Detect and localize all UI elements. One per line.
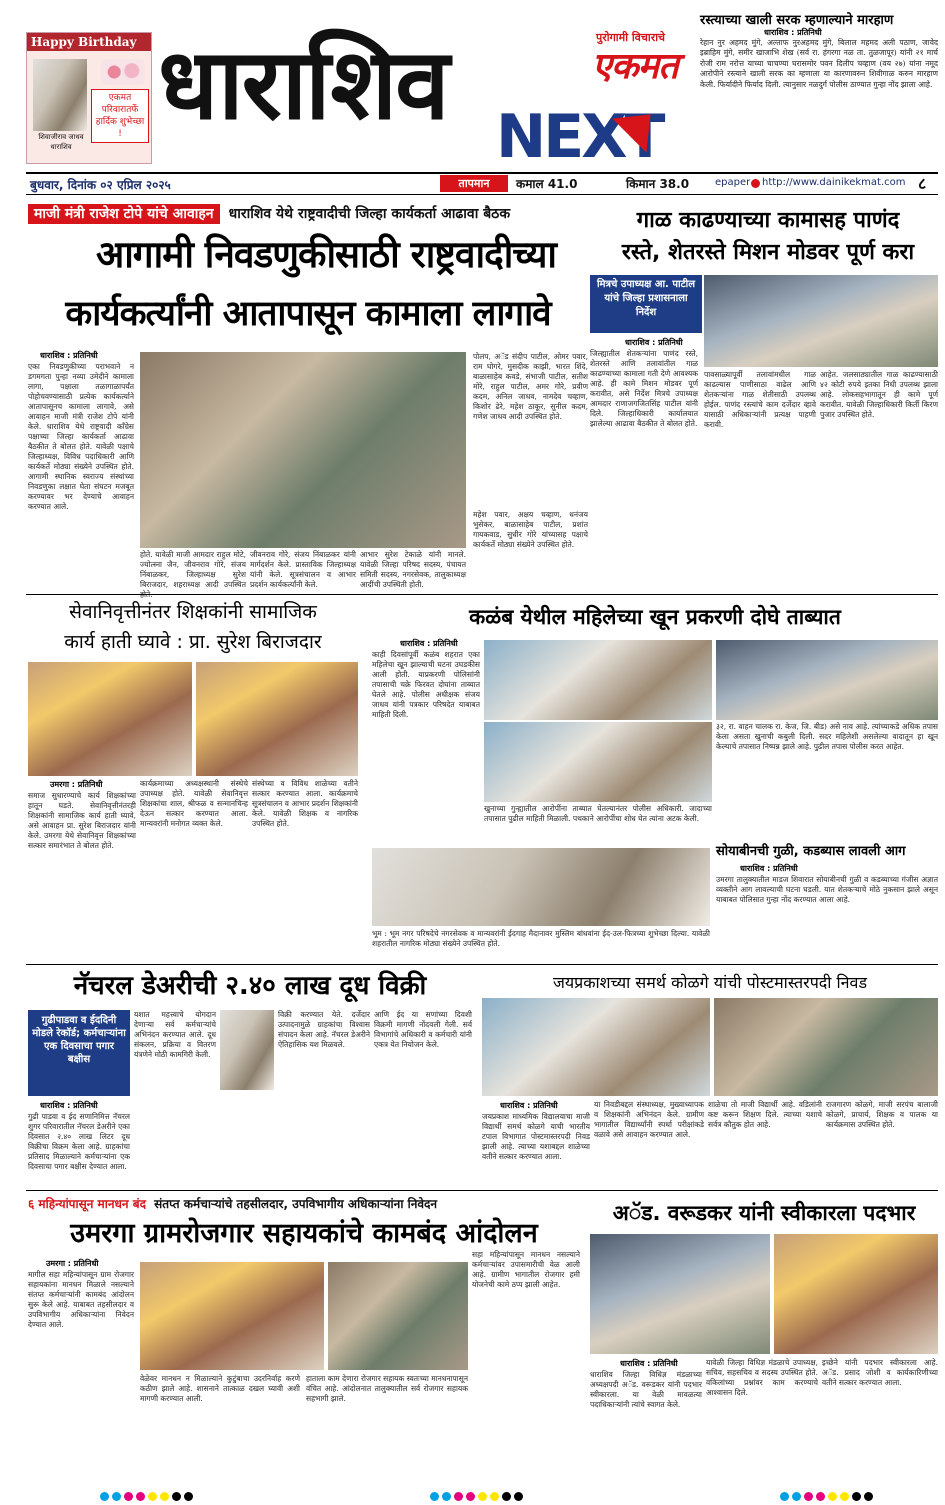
murder-caption: खुनाच्या गुन्ह्यातील आरोपींना ताब्यात घेतल्यानंतर पोलीस अधिकारी. जादाच्या तपासात पुढील माहिती मिळाली. पथकाने आरोपींचा शोध घेत त्यांना अटक केली. <box>484 804 712 823</box>
right-col3: आहेत. जलसाठ्यातील गाळ काढण्यासाठी ४२ कोटी रुपये इतका निधी उपलब्ध झाला आहे. लोकसहभागातून ही कामे पूर्ण करावीत. यावेळी जिल्हाधिकारी किर्ती किरण पुजार उपस्थित होते. <box>820 370 938 419</box>
strike-kicker-rest: संतप्त कर्मचाऱ्यांचे तहसीलदार, उपविभागीय अधिकाऱ्यांना निवेदन <box>154 1197 438 1211</box>
right-col2: पावसाळ्यापूर्वी तलावांमधील गाळ काढल्यास पाणीसाठा वाढेल आणि शेतकऱ्यांना गाळ शेतीसाठी उपलब्ध होईल. पाणंद रस्त्यांचे काम दर्जेदार व्हावे यासाठी अधिकाऱ्यांनी प्रत्यक्ष पाहणी करावी. <box>704 370 816 429</box>
advocate-byline: धाराशिव : प्रतिनिधी <box>620 1359 678 1368</box>
strike-photo-1 <box>140 1262 324 1370</box>
dairy-col4: आणि ईद या सणांच्या दिवशी विक्रमी मागणी नोंदवली गेली. सर्व विभागांचे अधिकारी व कर्मचारी यांनी एकत्र येत नियोजन केले. <box>374 1010 472 1049</box>
dairy-col2: यशात महत्त्वाचे योगदान देणाऱ्या सर्व कर्मचाऱ्यांचे अभिनंदन करण्यात आले. दूध संकलन, प्रक्रिया व वितरण यंत्रणेने मोठी कामगिरी केली. <box>134 1010 216 1059</box>
postmaster-col1: जयप्रकाश माध्यमिक विद्यालयाचा माजी विद्यार्थी समर्थ कोळगे याची भारतीय टपाल विभागात पोस्टमास्तरपदी निवड झाली आहे. त्याच्या यशाबद्दल शाळेच्या वतीने सत्कार करण्यात आला. <box>482 1112 590 1161</box>
registration-dot <box>828 1492 837 1501</box>
birthday-person-photo <box>33 59 87 131</box>
registration-dot <box>442 1492 451 1501</box>
advocate-photo-1 <box>590 1234 770 1354</box>
advocate-photo-2 <box>774 1234 938 1354</box>
section-divider-3 <box>26 1190 938 1191</box>
epaper-icon <box>751 179 760 188</box>
dairy-col3: विक्री करण्यात येते. दर्जेदार उत्पादनामुळे ग्राहकांचा विश्वास संपादन केला आहे. नॅचरल डेअरीने ऐतिहासिक यश मिळवले. <box>278 1010 370 1049</box>
lead-byline: धाराशिव : प्रतिनिधी <box>40 351 98 360</box>
murder-headline: कळंब येथील महिलेच्या खून प्रकरणी दोघे ताब्यात <box>469 605 841 629</box>
section-divider-2 <box>26 964 938 965</box>
temperature-label: तापमान <box>440 175 508 192</box>
lead-caption-c: आभार सुरेश टेकाळे यांनी मानले. यावेळी जिल्हा परिषद सदस्य, पंचायत समिती सदस्य, नगरसेवक, तालुकाध्यक्ष आदींची उपस्थिती होती. <box>360 550 466 589</box>
top-right-body: रेहान नुर अहमद मुंगे, अल्ताफ नुरअहमद मुंगे, बिलाल महमद अली पठाण, जावेद इब्राहिम मुंगे, समीर खाजाभि शेख (सर्व रा. हंगरगा नळ ता. तुळजापूर) यांनी २१ मार्च रोजी राम नरोत्त याच्या चाचण्या घरासमोर पवन दिलीप चव्हाण (वय २७) यांना नमूद आरोपीने रस्त्याने खाली सरक का म्हणाला या कारणावरुन शिवीगाळ करुन मारहाण केली. फिर्यादीने फिर्याद दिली. त्यानुसार नळदुर्ग पोलीस ठाण्यात गुन्हा नोंद झाला आहे. <box>700 38 938 89</box>
lead-col1: एका निवडणुकीच्या पराभवाने न डगमगता पुन्हा नव्या उमेदीने कामाला लागा, पक्षाला तळागाळापर्यंत पोहोचवण्यासाठी प्रत्येक कार्यकर्त्याने आतापासूनच कामाला लागावे, असे आवाहन माजी मंत्री राजेश टोपे यांनी केले. धाराशिव येथे राष्ट्रवादी काँग्रेस पक्षाच्या जिल्हा कार्यकर्ता आढावा बैठकीत ते बोलत होते. यावेळी पक्षाचे जिल्हाध्यक्ष, विविध पदाधिकारी आणि कार्यकर्ते मोठ्या संख्येने उपस्थित होते. आगामी स्थानिक स्वराज्य संस्थांच्या निवडणुका लक्षात घेता संघटन मजबूत करण्यावर भर देण्याचे आवाहन करण्यात आले. <box>28 362 134 511</box>
registration-dot <box>478 1492 487 1501</box>
registration-dot <box>160 1492 169 1501</box>
dairy-kicker: गुढीपाडवा व ईददिनी मोडले रेकॉर्ड; कर्मचाऱ्यांना एक दिवसाचा पगार बक्षीस <box>28 1010 130 1096</box>
website-url[interactable]: http://www.dainikekmat.com <box>762 177 906 188</box>
registration-dot <box>816 1492 825 1501</box>
next-logo-text: NEXT <box>496 102 663 172</box>
registration-dot <box>148 1492 157 1501</box>
right-headline-1: गाळ काढण्याच्या कामासह पाणंद <box>636 208 900 233</box>
lead-col-right2: महेश पवार, अक्षय चव्हाण, धनंजय भुसेकर, बाळासाहेब पाटील, प्रशांत गायकवाड, सुधीर गोरे यांच्यासह पक्षाचे कार्यकर्ते मोठ्या संख्येने उपस्थित होते. <box>473 510 588 549</box>
lead-photo-image <box>140 352 466 548</box>
dairy-col1: गुढी पाडवा व ईद सणानिमित्त नॅचरल शुगर परिवारातील नॅचरल डेअरीने एका दिवसात २.४० लाख लिटर दूध विक्रीचा विक्रम केला आहे. ग्राहकांचा प्रतिसाद मिळाल्याने कर्मचाऱ्यांना एक दिवसाचा पगार बक्षीस देण्यात आला. <box>28 1112 130 1171</box>
registration-dot <box>780 1492 789 1501</box>
teacher-col3: संस्थेच्या व विविध शाळेच्या वतीने सत्कार करण्यात आला. कार्यक्रमाचे सूत्रसंचालन व आभार प्रदर्शन शिक्षकांनी केले. यावेळी शिक्षक व नागरिक उपस्थित होते. <box>252 779 358 828</box>
footer-color-marks-left <box>100 1486 196 1496</box>
advocate-col2: यावेळी जिल्हा विधिज्ञ मंडळाचे उपाध्यक्ष, सचिव, सहसचिव व सदस्य उपस्थित होते. वकिलांच्या प्रश्नांवर काम करण्याचे आश्वासन दिले. <box>706 1358 818 1397</box>
advocate-col1: धाराशिव जिल्हा विधिज्ञ मंडळाच्या अध्यक्षपदी अॅड. वरूडकर यांनी पदभार स्वीकारला. या वेळी मावळत्या पदाधिकाऱ्यांनी त्यांचे स्वागत केले. <box>590 1370 702 1409</box>
strike-byline: उमरगा : प्रतिनिधी <box>46 1259 99 1268</box>
strike-caption: हाताला काम देणारा रोजगार सहायक स्वतःच्या मानधनापासून वंचित आहे. आंदोलनात तालुक्यातील सर्व रोजगार सहायक सहभागी झाले. <box>306 1374 468 1403</box>
postmaster-col4: राजगारण कोळगे, माजी सरपंच बालाजी कोळगे, प्राचार्य, शिक्षक व पालक या कार्यक्रमास उपस्थित होते. <box>826 1100 938 1129</box>
postmaster-headline: जयप्रकाशच्या समर्थ कोळगे यांची पोस्टमास्तरपदी निवड <box>552 973 868 992</box>
lead-headline-2: कार्यकर्त्यांनी आतापासून कामाला लागावे <box>65 294 551 334</box>
footer-color-marks-center <box>430 1486 526 1496</box>
strike-col3: सहा महिन्यांपासून मानधन नसल्याने कर्मचाऱ्यांवर उपासमारीची वेळ आली आहे. ग्रामीण भागातील रोजगार हमी योजनेची कामे ठप्प झाली आहेत. <box>472 1250 580 1289</box>
birthday-name: शिवाजीराव जाधव <box>38 133 84 141</box>
right-byline: धाराशिव : प्रतिनिधी <box>625 338 683 347</box>
top-right-byline: धाराशिव : प्रतिनिधी <box>764 28 822 37</box>
lead-caption-a: होते. यावेळी माजी आमदार राहुल मोटे, ज्योत्स्ना जैन, जीवनराव गोरे, संजय निंबाळकर, जिल्हाध्यक्ष सुरेश बिराजदार, शहराध्यक्ष आदी उपस्थित <box>140 550 246 589</box>
lead-kicker-red: माजी मंत्री राजेश टोपे यांचे आवाहन <box>28 204 220 224</box>
murder-photo-1 <box>484 640 712 720</box>
strike-col2: वेळेवर मानधन न मिळाल्याने कुटुंबाचा उदरनिर्वाह करणे कठीण झाले आहे. शासनाने तात्काळ दखल घ्यावी अशी मागणी करण्यात आली. <box>140 1374 300 1403</box>
right-photo <box>704 275 938 367</box>
lead-headline-1: आगामी निवडणुकीसाठी राष्ट्रवादीच्या <box>95 233 556 276</box>
registration-dot <box>804 1492 813 1501</box>
next-logo <box>488 102 698 172</box>
right-kicker: मित्रचे उपाध्यक्ष आ. पाटील यांचे जिल्हा प्रशासनाला निर्देश <box>590 275 702 333</box>
teacher-headline-2: कार्य हाती घ्यावे : प्रा. सुरेश बिराजदार <box>64 631 322 653</box>
registration-dot <box>100 1492 109 1501</box>
birthday-place: धाराशिव <box>50 143 72 151</box>
eid-photo <box>372 848 710 926</box>
page-number: ८ <box>918 174 927 193</box>
lead-kicker <box>28 203 588 225</box>
newspaper-title: धाराशिव <box>158 28 448 142</box>
registration-dot <box>184 1492 193 1501</box>
strike-headline: उमरगा ग्रामरोजगार सहायकांचे कामबंद आंदोलन <box>70 1218 538 1249</box>
teacher-photo-right <box>196 662 358 776</box>
birthday-banner: Happy Birthday <box>27 33 151 51</box>
birthday-box <box>26 32 152 164</box>
strike-col1: मागील सहा महिन्यांपासून ग्राम रोजगार सहायकांना मानधन मिळाले नसल्याने संतप्त कर्मचाऱ्यांनी कामबंद आंदोलन सुरू केले आहे. याबाबत तहसीलदार व उपविभागीय अधिकाऱ्यांना निवेदन देण्यात आले. <box>28 1270 134 1329</box>
soybean-byline: धाराशिव : प्रतिनिधी <box>740 864 798 873</box>
murder-photo-3 <box>716 640 938 720</box>
postmaster-col2: या निवडीबद्दल संस्थाध्यक्ष, मुख्याध्यापक व शिक्षकांनी अभिनंदन केले. ग्रामीण भागातील विद्यार्थ्यांनी स्पर्धा परीक्षांकडे वळावे असे आवाहन करण्यात आले. <box>594 1100 704 1139</box>
strike-photo-2 <box>328 1262 468 1370</box>
footer-color-marks-right <box>780 1486 876 1496</box>
brand-logo: एकमत <box>592 46 678 87</box>
birthday-greeting: एकमत परिवारातर्फे हार्दिक शुभेच्छा ! <box>91 89 149 143</box>
registration-dot <box>864 1492 873 1501</box>
date-text: बुधवार, दिनांक ०२ एप्रिल २०२५ <box>30 178 171 192</box>
teacher-photo-left <box>28 662 192 776</box>
tagline: पुरोगामी विचाराचे <box>596 31 666 44</box>
dairy-byline: धाराशिव : प्रतिनिधी <box>40 1101 98 1110</box>
strike-kicker-red: ६ महिन्यांपासून मानधन बंद <box>28 1197 146 1211</box>
right-col1: जिल्ह्यातील शेतकऱ्यांना पाणंद रस्ते, शेतरस्ते आणि तलावांतील गाळ काढण्याच्या कामाला गती देणे आवश्यक आहे. ही कामे मिशन मोडवर पूर्ण करावीत, असे निर्देश मित्रचे उपाध्यक्ष आमदार राणाजगजितसिंह पाटील यांनी दिले. जिल्हाधिकारी कार्यालयात झालेल्या आढावा बैठकीत ते बोलत होते. <box>590 349 698 428</box>
registration-dot <box>792 1492 801 1501</box>
lead-caption-b: जीवनराव गोरे, संजय निंबाळकर यांनी मार्गदर्शन केले. प्रास्ताविक जिल्हाध्यक्ष यांनी केले. सूत्रसंचालन व आभार प्रदर्शन कार्यकर्त्यांनी केले. <box>250 550 356 589</box>
advocate-headline: अॅड. वरूडकर यांनी स्वीकारला पदभार <box>612 1201 916 1225</box>
date-bar-rule-bottom <box>26 194 938 195</box>
lead-col-right: पोलप, अॅड संदीप पाटील, ओमर पवार, राम घोगरे, मुसदीक काझी, भारत शिंदे, बाळासाहेब कवडे, संभाजी पाटील, सतीश मोरे, राहुल पाटील, अमर गोरे, प्रवीण कदम, अनिल जाधव, नामदेव चव्हाण, किशोर ढेरे, महेश ठाकूर, सुनील कदम, गणेश जाधव आदी उपस्थित होते. <box>473 352 588 421</box>
birthday-flowers <box>101 59 145 85</box>
eid-caption: भूम : भूम नगर परिषदेचे नगरसेवक व मान्यवरांनी ईदगाह मैदानावर मुस्लिम बांधवांना ईद-उल-फित्रच्या शुभेच्छा दिल्या. यावेळी शहरातील नागरिक मोठ्या संख्येने उपस्थित होते. <box>372 929 710 948</box>
dairy-portrait <box>220 1010 274 1090</box>
registration-dot <box>112 1492 121 1501</box>
top-right-headline: रस्त्याच्या खाली सरक म्हणाल्याने मारहाण <box>700 13 894 28</box>
registration-dot <box>840 1492 849 1501</box>
soybean-body: उमरगा तालुक्यातील माडज शिवारात सोयाबीनची गुळी व कडब्याच्या गंजीस अज्ञात व्यक्तीने आग लावल्याची घटना घडली. यात शेतकऱ्याचे मोठे नुकसान झाले असून याबाबत पोलिसात गुन्हा नोंद करण्यात आला आहे. <box>716 875 938 904</box>
postmaster-col3: शाळेचा तो माजी विद्यार्थी आहे. वडिलांनी कष्ट करून शिक्षण दिले. त्याच्या यशाचे सर्वत्र कौतुक होत आहे. <box>708 1100 822 1129</box>
teacher-col1: समाज सुधारण्याचे कार्य शिक्षकांच्या हातून घडते. सेवानिवृत्तीनंतरही शिक्षकांनी सामाजिक कार्य हाती घ्यावे, असे आवाहन प्रा. सुरेश बिराजदार यांनी केले. उमरगा येथे सेवानिवृत्त शिक्षकांच्या सत्कार समारंभात ते बोलत होते. <box>28 791 136 850</box>
registration-dot <box>454 1492 463 1501</box>
registration-dot <box>172 1492 181 1501</box>
teacher-col2: कार्यक्रमाच्या अध्यक्षस्थानी संस्थेचे उपाध्यक्ष होते. यावेळी सेवानिवृत्त शिक्षकांचा शाल, श्रीफळ व सन्मानचिन्ह देऊन सत्कार करण्यात आला. मान्यवरांनी मनोगत व्यक्त केले. <box>140 779 248 828</box>
registration-dot <box>514 1492 523 1501</box>
murder-col1: काही दिवसांपूर्वी कळंब शहरात एका महिलेचा खून झाल्याची घटना उघडकीस आली होती. याप्रकरणी पोलिसांनी तपासाची चक्रे फिरवत दोघांना ताब्यात घेतले आहे. पोलीस अधीक्षक संजय जाधव यांनी पत्रकार परिषदेत याबाबत माहिती दिली. <box>372 650 480 719</box>
teacher-byline: उमरगा : प्रतिनिधी <box>50 780 103 789</box>
postmaster-photo-1 <box>482 998 710 1096</box>
temperature-max: कमाल 41.0 <box>516 177 578 191</box>
registration-dot <box>502 1492 511 1501</box>
postmaster-photo-2 <box>714 998 938 1096</box>
registration-dot <box>430 1492 439 1501</box>
lead-photo <box>140 352 466 548</box>
soybean-headline: सोयाबीनची गुळी, कडब्यास लावली आग <box>716 844 906 859</box>
registration-dot <box>852 1492 861 1501</box>
section-divider-1 <box>26 594 938 595</box>
murder-photo-2 <box>484 722 712 802</box>
postmaster-byline: धाराशिव : प्रतिनिधी <box>500 1101 558 1110</box>
registration-dot <box>136 1492 145 1501</box>
registration-dot <box>466 1492 475 1501</box>
murder-col-right-visible: ३२, रा. वाहन चालक रा. केज, जि. बीड) असे नाव आहे. त्यांच्याकडे अधिक तपास केला असता खुनाची कबुली दिली. सदर महिलेशी असलेल्या वादातून हा खून केल्याचे तपासात निष्पन्न झाले आहे. पुढील तपास पोलीस करत आहेत. <box>716 722 938 751</box>
right-headline-2: रस्ते, शेतरस्ते मिशन मोडवर पूर्ण करा <box>621 240 915 265</box>
registration-dot <box>490 1492 499 1501</box>
date-bar-rule-top <box>26 172 938 174</box>
lead-kicker-rest: धाराशिव येथे राष्ट्रवादीची जिल्हा कार्यकर्ता आढावा बैठक <box>228 206 511 222</box>
epaper-label: epaper <box>715 177 751 188</box>
advocate-col3: इच्छेने यांनी पदभार स्वीकारला आहे. अॅड. प्रसाद जोशी व कार्यकारिणीच्या वतीने सत्कार करण्यात आला. <box>822 1358 938 1387</box>
teacher-headline-1: सेवानिवृत्तीनंतर शिक्षकांनी सामाजिक <box>69 601 317 623</box>
dairy-headline: नॅचरल डेअरीची २.४० लाख दूध विक्री <box>73 971 427 1001</box>
temperature-min: किमान 38.0 <box>626 177 690 191</box>
registration-dot <box>124 1492 133 1501</box>
murder-byline: धाराशिव : प्रतिनिधी <box>400 639 458 648</box>
